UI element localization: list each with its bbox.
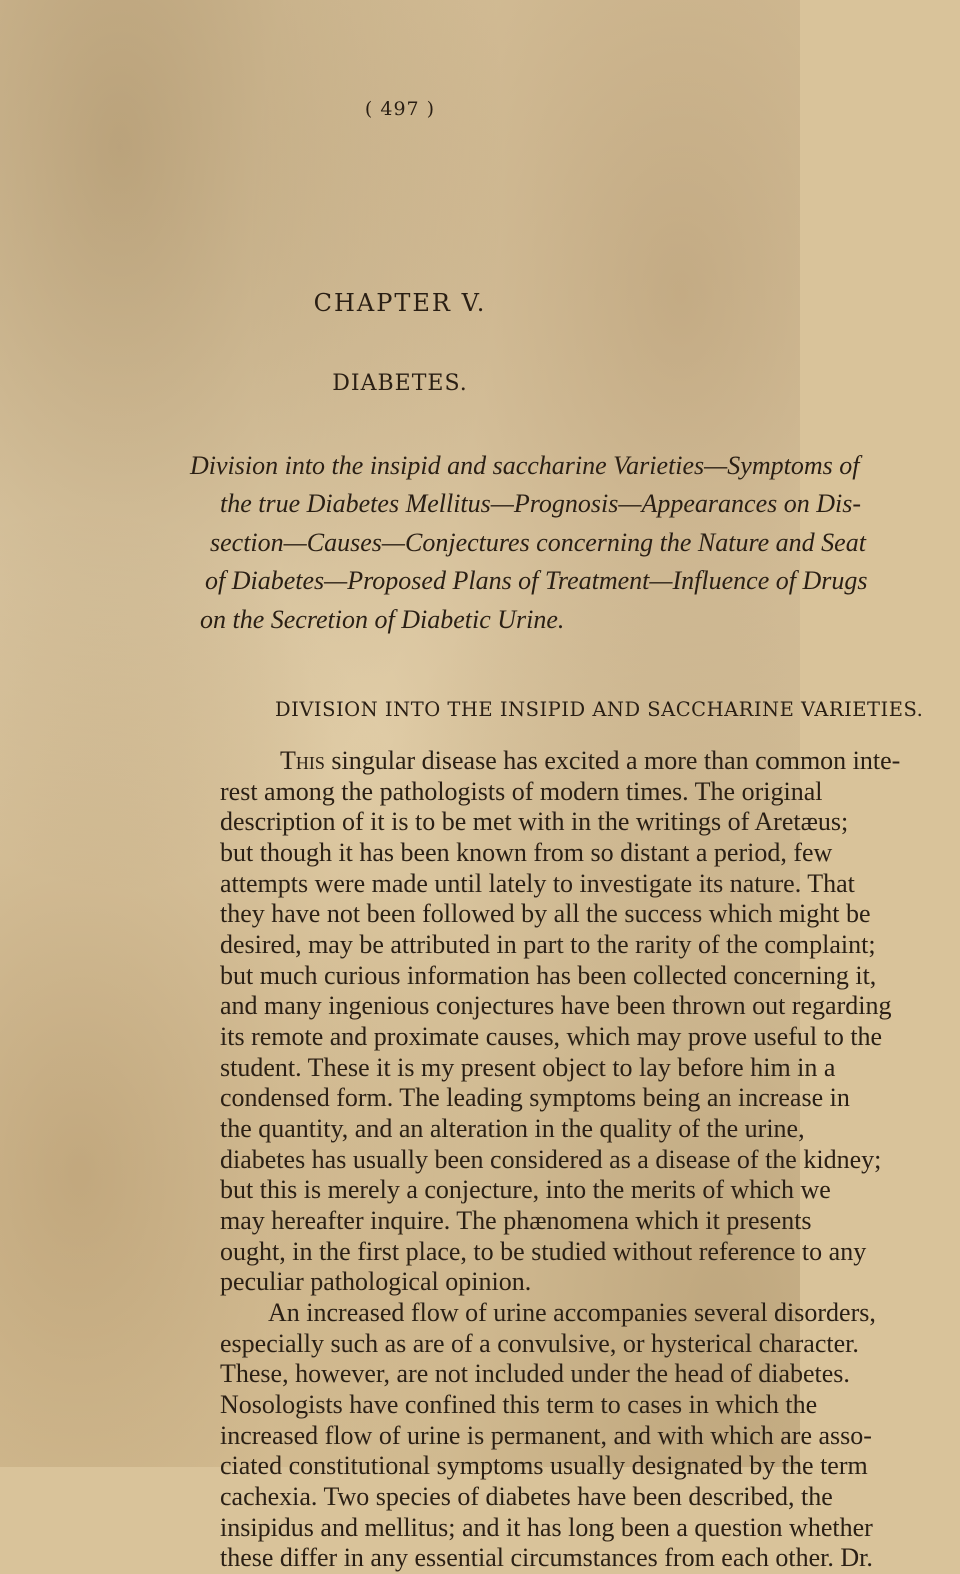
synopsis-line: Division into the insipid and saccharine Varieties—Symptoms of — [190, 451, 860, 480]
paragraph-line: cachexia. Two species of diabetes have been described, the — [220, 1482, 833, 1512]
paragraph-line: increased flow of urine is permanent, and with which are asso- — [220, 1420, 872, 1450]
page-number: ( 497 ) — [364, 98, 436, 120]
first-line-rest: singular disease has excited a more than common inte- — [324, 746, 901, 775]
paragraph-line: Nosologists have confined this term to cases in which the — [220, 1390, 818, 1420]
division-heading: DIVISION INTO THE INSIPID AND SACCHARINE VARIETIES. — [275, 698, 924, 721]
body-line: desired, may be attributed in part to the rarity of the complaint; — [220, 930, 876, 960]
body-text — [220, 746, 920, 1574]
body-line: diabetes has usually been considered as a disease of the kidney; — [220, 1144, 882, 1174]
body-line: but much curious information has been collected concerning it, — [220, 960, 877, 990]
body-line: attempts were made until lately to investigate its nature. That — [220, 868, 855, 898]
paragraph-line: especially such as are of a convulsive, or hysterical character. — [220, 1328, 859, 1358]
body-line: the quantity, and an alteration in the quality of the urine, — [220, 1114, 805, 1144]
body-line: description of it is to be met with in the writings of Aretæus; — [220, 807, 849, 837]
paragraph-line: These, however, are not included under the head of diabetes. — [220, 1359, 850, 1389]
body-line: its remote and proximate causes, which may prove useful to the — [220, 1022, 883, 1052]
chapter-synopsis — [190, 447, 960, 639]
chapter-title: CHAPTER V. — [313, 289, 487, 317]
body-line: they have not been followed by all the success which might be — [220, 899, 871, 929]
synopsis-line: of Diabetes—Proposed Plans of Treatment—Influence of Drugs — [205, 566, 868, 596]
paragraph-line: ciated constitutional symptoms usually designated by the term — [220, 1451, 868, 1481]
body-line: may hereafter inquire. The phænomena which it presents — [220, 1206, 812, 1236]
body-line: but this is merely a conjecture, into the merits of which we — [220, 1175, 831, 1205]
body-line: ought, in the first place, to be studied without reference to any — [220, 1236, 867, 1266]
body-line: and many ingenious conjectures have been thrown out regarding — [220, 991, 892, 1021]
body-line: rest among the pathologists of modern times. The original — [220, 776, 823, 806]
body-line: student. These it is my present object to lay before him in a — [220, 1052, 836, 1082]
drop-word: This — [280, 746, 325, 775]
paragraph-line: An increased flow of urine accompanies several disorders, — [268, 1298, 876, 1328]
body-line: peculiar pathological opinion. — [220, 1267, 532, 1297]
body-line: but though it has been known from so distant a period, few — [220, 838, 833, 868]
paragraph-line: insipidus and mellitus; and it has long been a question whether — [220, 1512, 873, 1542]
body-first-line — [220, 746, 920, 777]
synopsis-line: on the Secretion of Diabetic Urine. — [200, 604, 565, 634]
synopsis-line: section—Causes—Conjectures concerning the Nature and Seat — [210, 527, 866, 557]
paragraph-line: these differ in any essential circumstances from each other. Dr. — [220, 1543, 873, 1573]
body-line: condensed form. The leading symptoms being an increase in — [220, 1083, 850, 1113]
synopsis-line: the true Diabetes Mellitus—Prognosis—Appearances on Dis- — [220, 489, 862, 519]
section-title: DIABETES. — [332, 371, 468, 396]
